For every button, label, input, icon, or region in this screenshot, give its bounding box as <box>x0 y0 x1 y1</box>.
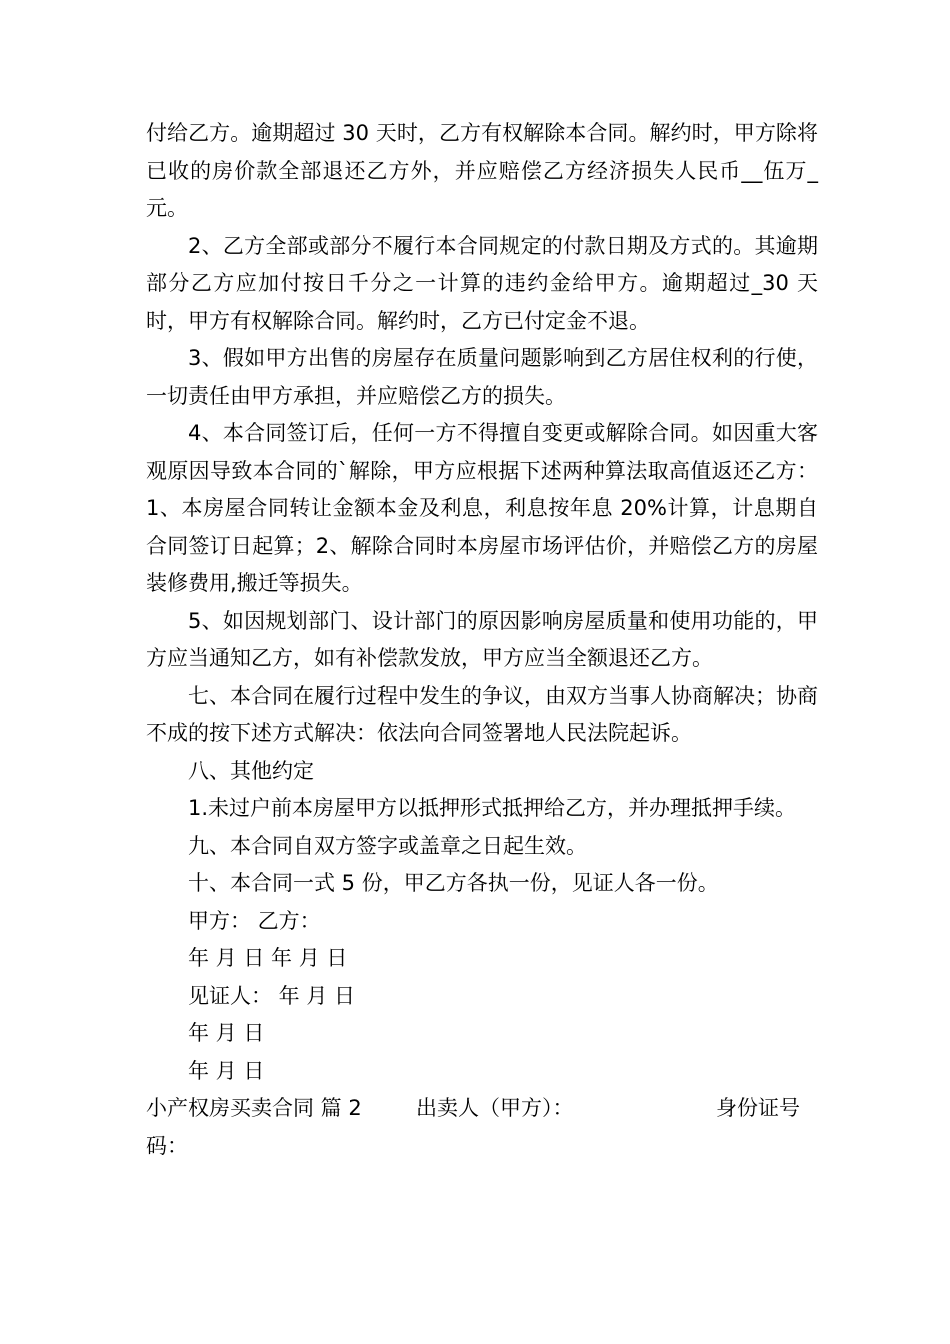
contract-body <box>146 115 818 1165</box>
paragraph-clause-3: 3、假如甲方出售的房屋存在质量问题影响到乙方居住权利的行使，一切责任由甲方承担，并应赔偿乙方的损失。 <box>146 346 818 408</box>
paragraph-section-8-item-1: 1.未过户前本房屋甲方以抵押形式抵押给乙方，并办理抵押手续。 <box>188 796 797 820</box>
paragraph-section-10: 十、本合同一式 5 份，甲乙方各执一份，见证人各一份。 <box>188 871 719 895</box>
paragraph-penalty-seller-continued: 付给乙方。逾期超过 30 天时，乙方有权解除本合同。解约时，甲方除将已收的房价款全部退还乙方外，并应赔偿乙方经济损失人民币__伍万_元。 <box>146 121 818 220</box>
paragraph-clause-2: 2、乙方全部或部分不履行本合同规定的付款日期及方式的。其逾期部分乙方应加付按日千分之一计算的违约金给甲方。逾期超过_30 天时，甲方有权解除合同。解约时，乙方已付定金不退。 <box>146 233 818 333</box>
signature-parties: 甲方： 乙方： <box>188 908 321 933</box>
signature-date-1: 年 月 日 <box>188 1021 265 1045</box>
signature-dates-both: 年 月 日 年 月 日 <box>188 946 348 970</box>
paragraph-clause-4: 4、本合同签订后，任何一方不得擅自变更或解除合同。如因重大客观原因导致本合同的`解除，甲方应根据下述两种算法取高值返还乙方：1、本房屋合同转让金额本金及利息，利息按年息 20%计算，计息期自合同签订日起算；2、解除合同时本房屋市场评估价，并赔偿乙方的房屋装修费用,搬迁等损失。 <box>146 421 818 595</box>
paragraph-clause-5: 5、如因规划部门、设计部门的原因影响房屋质量和使用功能的，甲方应当通知乙方，如有补偿款发放，甲方应当全额退还乙方。 <box>146 608 818 670</box>
seller-label: 出卖人（甲方）： <box>416 1096 574 1120</box>
next-contract-header <box>146 1090 818 1165</box>
id-number-label: 身份证号码： <box>146 1096 800 1158</box>
next-contract-title: 小产权房买卖合同 篇 2 <box>146 1096 362 1120</box>
heading-section-8: 八、其他约定 <box>188 758 314 783</box>
paragraph-section-9: 九、本合同自双方签字或盖章之日起生效。 <box>188 833 587 858</box>
signature-date-2: 年 月 日 <box>188 1058 265 1083</box>
paragraph-section-7: 七、本合同在履行过程中发生的争议，由双方当事人协商解决；协商不成的按下述方式解决：依法向合同签署地人民法院起诉。 <box>146 683 818 745</box>
signature-witness: 见证人： 年 月 日 <box>188 983 356 1008</box>
